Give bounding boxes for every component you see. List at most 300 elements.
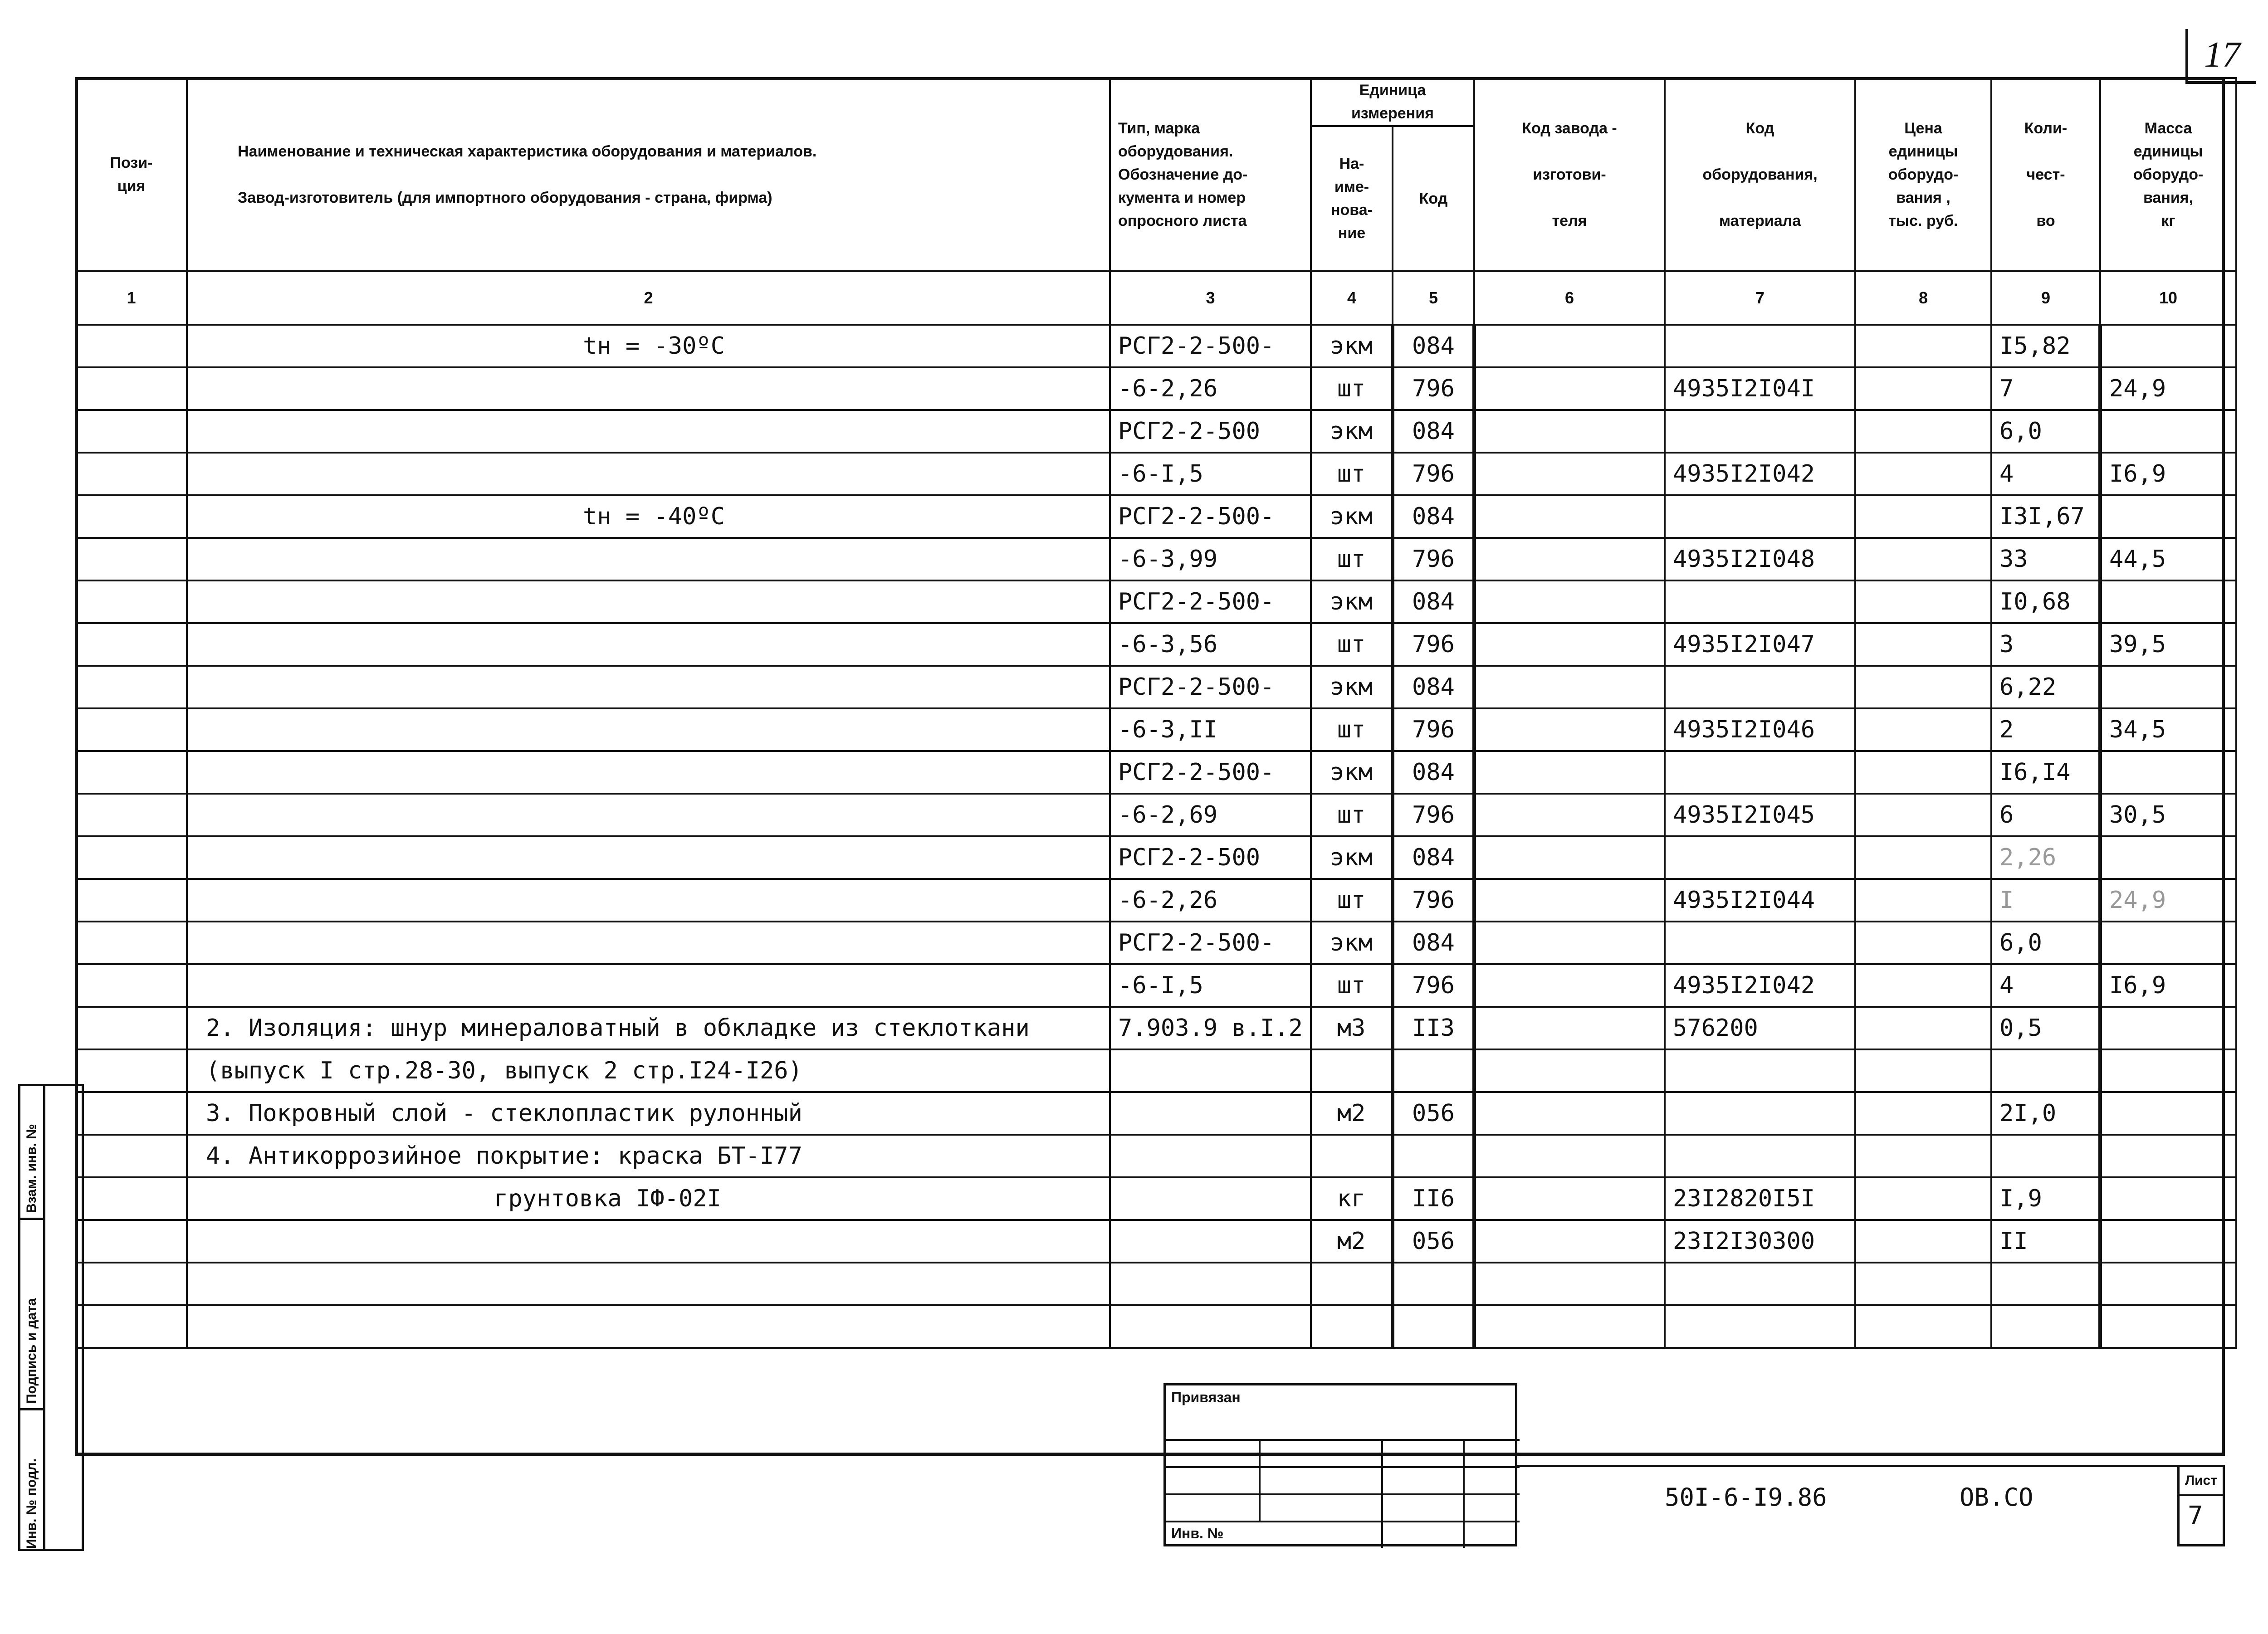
table-cell [76, 538, 187, 580]
table-cell: 576200 [1665, 1007, 1855, 1049]
table-cell: I3I,67 [1991, 495, 2100, 538]
table-cell [76, 922, 187, 964]
table-cell: I [1991, 879, 2100, 922]
table-cell [76, 879, 187, 922]
document-number: 50I-6-I9.86 [1665, 1483, 1827, 1512]
table-cell [2100, 922, 2236, 964]
table-cell [76, 836, 187, 879]
sheet-label: Лист [2180, 1467, 2223, 1496]
table-cell [1110, 1135, 1311, 1177]
header-unit-name: На- име- нова- ние [1311, 126, 1393, 271]
table-cell [187, 410, 1110, 453]
table-cell: II3 [1393, 1007, 1474, 1049]
table-cell [1474, 1092, 1665, 1135]
table-cell [1474, 325, 1665, 367]
col-number: 4 [1311, 271, 1393, 325]
table-cell: 24,9 [2100, 879, 2236, 922]
table-row [76, 325, 2236, 367]
header-mass: Масса единицы оборудо- вания, кг [2100, 78, 2236, 271]
table-cell [1665, 1305, 1855, 1348]
table-cell [187, 1263, 1110, 1305]
table-cell [2100, 666, 2236, 708]
table-cell: 4 [1991, 453, 2100, 495]
side-stamp [18, 1084, 84, 1551]
table-cell: м2 [1311, 1092, 1393, 1135]
table-cell: tн = -30ºC [187, 325, 1110, 367]
stamp-rule [1166, 1493, 1520, 1495]
table-cell: 3. Покровный слой - стеклопластик рулонный [187, 1092, 1110, 1135]
table-cell: -6-2,26 [1110, 367, 1311, 410]
header-unit-code: Код [1393, 126, 1474, 271]
table-cell [187, 708, 1110, 751]
table-cell: м3 [1311, 1007, 1393, 1049]
table-row [76, 495, 2236, 538]
table-cell [76, 367, 187, 410]
table-cell: 4 [1991, 964, 2100, 1007]
table-cell: экм [1311, 922, 1393, 964]
table-cell [1855, 495, 1991, 538]
table-cell [187, 794, 1110, 836]
side-stamp-rule [20, 1408, 45, 1410]
table-cell: 056 [1393, 1220, 1474, 1263]
sheet-number: 7 [2188, 1501, 2203, 1531]
table-cell [1855, 1135, 1991, 1177]
table-cell: РСГ2-2-500- [1110, 666, 1311, 708]
table-cell [1474, 1049, 1665, 1092]
table-cell: 4935I2I047 [1665, 623, 1855, 666]
table-cell [1311, 1305, 1393, 1348]
col-number: 10 [2100, 271, 2236, 325]
table-cell [76, 964, 187, 1007]
table-row [76, 964, 2236, 1007]
table-cell: шт [1311, 879, 1393, 922]
table-cell: I0,68 [1991, 580, 2100, 623]
table-cell: 056 [1393, 1092, 1474, 1135]
table-cell [1665, 1092, 1855, 1135]
table-cell [1474, 410, 1665, 453]
table-row [76, 1007, 2236, 1049]
table-cell [1474, 453, 1665, 495]
table-cell [1665, 495, 1855, 538]
table-cell: I6,I4 [1991, 751, 2100, 794]
table-cell [1991, 1135, 2100, 1177]
side-label-signature: Подпись и дата [24, 1298, 39, 1404]
table-cell [187, 580, 1110, 623]
table-cell [1855, 367, 1991, 410]
table-cell: 084 [1393, 325, 1474, 367]
table-cell [2100, 580, 2236, 623]
table-cell: 796 [1393, 538, 1474, 580]
table-cell [76, 666, 187, 708]
stamp-rule [1166, 1439, 1520, 1441]
table-cell: 4935I2I042 [1665, 964, 1855, 1007]
table-cell: 23I2I30300 [1665, 1220, 1855, 1263]
table-cell [1665, 922, 1855, 964]
table-cell [2100, 751, 2236, 794]
table-row [76, 1177, 2236, 1220]
table-cell: -6-3,56 [1110, 623, 1311, 666]
table-body [76, 325, 2236, 1348]
document-mark: ОВ.СО [1960, 1483, 2033, 1512]
table-cell [2100, 1135, 2236, 1177]
table-cell [2100, 1263, 2236, 1305]
header-quantity: Коли- чест- во [1991, 78, 2100, 271]
table-row [76, 1220, 2236, 1263]
table-cell [76, 1263, 187, 1305]
table-cell [1855, 1263, 1991, 1305]
table-cell [1665, 580, 1855, 623]
table-cell [187, 623, 1110, 666]
table-cell: экм [1311, 495, 1393, 538]
table-cell: 4935I2I046 [1665, 708, 1855, 751]
sheet-box [2177, 1465, 2225, 1546]
table-cell: 2. Изоляция: шнур минераловатный в обкладке из стеклоткани [187, 1007, 1110, 1049]
table-cell: 084 [1393, 580, 1474, 623]
table-cell: РСГ2-2-500 [1110, 410, 1311, 453]
table-cell [187, 964, 1110, 1007]
table-cell: 4935I2I044 [1665, 879, 1855, 922]
stamp-rule [1381, 1439, 1383, 1548]
table-cell [1393, 1263, 1474, 1305]
table-cell [1991, 1305, 2100, 1348]
table-cell: РСГ2-2-500- [1110, 495, 1311, 538]
table-cell [1665, 1049, 1855, 1092]
table-row [76, 1263, 2236, 1305]
bound-label: Привязан [1171, 1389, 1241, 1405]
table-cell [1474, 836, 1665, 879]
table-cell: 4935I2I048 [1665, 538, 1855, 580]
table-cell: 2,26 [1991, 836, 2100, 879]
table-cell [1855, 410, 1991, 453]
table-cell: 0,5 [1991, 1007, 2100, 1049]
table-cell: II [1991, 1220, 2100, 1263]
table-cell: 30,5 [2100, 794, 2236, 836]
table-cell [1110, 1049, 1311, 1092]
table-cell [76, 1135, 187, 1177]
table-cell: 24,9 [2100, 367, 2236, 410]
table-cell [187, 836, 1110, 879]
table-cell [1311, 1263, 1393, 1305]
table-cell: I,9 [1991, 1177, 2100, 1220]
table-cell: шт [1311, 367, 1393, 410]
table-cell: экм [1311, 836, 1393, 879]
table-row [76, 708, 2236, 751]
table-cell [187, 538, 1110, 580]
table-cell: шт [1311, 453, 1393, 495]
table-cell [76, 580, 187, 623]
table-cell: 4935I2I045 [1665, 794, 1855, 836]
table-cell: шт [1311, 538, 1393, 580]
table-cell: -6-2,26 [1110, 879, 1311, 922]
table-row [76, 794, 2236, 836]
table-cell: 4935I2I04I [1665, 367, 1855, 410]
table-cell [1474, 538, 1665, 580]
stamp-rule [1166, 1466, 1520, 1468]
table-cell [1991, 1049, 2100, 1092]
col-number: 8 [1855, 271, 1991, 325]
col-number: 3 [1110, 271, 1311, 325]
table-cell: шт [1311, 708, 1393, 751]
table-cell: РСГ2-2-500 [1110, 836, 1311, 879]
side-label-replace: Взам. инв. № [24, 1124, 39, 1213]
table-cell: 4935I2I042 [1665, 453, 1855, 495]
table-cell: (выпуск I стр.28-30, выпуск 2 стр.I24-I26) [187, 1049, 1110, 1092]
table-cell: 084 [1393, 410, 1474, 453]
table-cell: 796 [1393, 453, 1474, 495]
table-cell [1855, 325, 1991, 367]
table-cell [1855, 836, 1991, 879]
table-row [76, 623, 2236, 666]
table-cell [1110, 1220, 1311, 1263]
binding-stamp [1163, 1383, 1517, 1546]
header-name: Наименование и техническая характеристика оборудования и материалов. Завод-изготовитель (для импортного оборудования - страна, фирма) [187, 78, 1110, 271]
table-header [76, 78, 2236, 325]
table-cell [1665, 410, 1855, 453]
table-cell [1855, 1007, 1991, 1049]
page-number: 17 [2185, 29, 2256, 84]
table-cell [76, 1177, 187, 1220]
table-cell [2100, 1049, 2236, 1092]
table-cell [1665, 1263, 1855, 1305]
table-cell: 7.903.9 в.I.2 [1110, 1007, 1311, 1049]
table-cell: экм [1311, 751, 1393, 794]
table-row [76, 538, 2236, 580]
table-cell [187, 666, 1110, 708]
table-cell [1855, 1305, 1991, 1348]
table-cell [1855, 751, 1991, 794]
table-cell [1393, 1049, 1474, 1092]
table-cell [1393, 1135, 1474, 1177]
table-cell [1474, 922, 1665, 964]
table-row [76, 367, 2236, 410]
stamp-rule [1166, 1521, 1520, 1522]
table-cell: 084 [1393, 666, 1474, 708]
table-cell [1474, 751, 1665, 794]
table-cell [76, 751, 187, 794]
table-cell: 44,5 [2100, 538, 2236, 580]
table-cell [187, 1305, 1110, 1348]
table-cell [76, 1092, 187, 1135]
table-cell [1393, 1305, 1474, 1348]
table-row [76, 410, 2236, 453]
table-cell [76, 453, 187, 495]
table-cell [1110, 1263, 1311, 1305]
table-cell [187, 1220, 1110, 1263]
table-cell: 2 [1991, 708, 2100, 751]
header-type: Тип, марка оборудования. Обозначение до- кумента и номер опросного листа [1110, 78, 1311, 271]
table-cell [1665, 325, 1855, 367]
table-cell: -6-3,99 [1110, 538, 1311, 580]
table-cell [1855, 964, 1991, 1007]
table-cell [187, 367, 1110, 410]
table-cell [1110, 1305, 1311, 1348]
table-cell: I5,82 [1991, 325, 2100, 367]
table-row [76, 879, 2236, 922]
table-cell [1110, 1177, 1311, 1220]
table-cell [76, 1220, 187, 1263]
table-cell [187, 922, 1110, 964]
table-cell [1855, 794, 1991, 836]
table-cell [1474, 495, 1665, 538]
table-cell: шт [1311, 623, 1393, 666]
table-cell [1474, 666, 1665, 708]
table-cell [1855, 1220, 1991, 1263]
table-cell [1855, 453, 1991, 495]
table-cell [1474, 367, 1665, 410]
table-cell: РСГ2-2-500- [1110, 751, 1311, 794]
table-cell: РСГ2-2-500- [1110, 922, 1311, 964]
table-cell [76, 495, 187, 538]
table-cell: экм [1311, 580, 1393, 623]
header-unit: Единица измерения [1311, 78, 1474, 126]
table-cell [1665, 836, 1855, 879]
side-stamp-divider [43, 1086, 45, 1549]
table-cell [2100, 1007, 2236, 1049]
table-cell: 796 [1393, 794, 1474, 836]
specification-table [75, 77, 2237, 1349]
table-cell [2100, 1092, 2236, 1135]
table-cell: РСГ2-2-500- [1110, 325, 1311, 367]
table-cell: 2I,0 [1991, 1092, 2100, 1135]
table-cell [76, 1305, 187, 1348]
header-position: Пози- ция [76, 78, 187, 271]
stamp-rule [1463, 1439, 1465, 1548]
table-cell [1855, 1177, 1991, 1220]
table-cell: -6-I,5 [1110, 453, 1311, 495]
header-price: Цена единицы оборудо- вания , тыс. руб. [1855, 78, 1991, 271]
side-label-inventory: Инв. № подл. [24, 1458, 39, 1549]
table-cell: -6-2,69 [1110, 794, 1311, 836]
table-row [76, 1135, 2236, 1177]
col-number: 5 [1393, 271, 1474, 325]
table-cell: 39,5 [2100, 623, 2236, 666]
table-cell: 084 [1393, 836, 1474, 879]
table-cell [1855, 580, 1991, 623]
table-cell [2100, 1220, 2236, 1263]
table-cell: 796 [1393, 879, 1474, 922]
table-cell: -6-I,5 [1110, 964, 1311, 1007]
table-cell [187, 453, 1110, 495]
table-row [76, 751, 2236, 794]
table-cell: 23I2820I5I [1665, 1177, 1855, 1220]
table-cell [2100, 495, 2236, 538]
table-cell [1474, 1263, 1665, 1305]
table-cell [2100, 1305, 2236, 1348]
table-cell [1855, 708, 1991, 751]
table-cell [1474, 623, 1665, 666]
table-cell [1474, 1007, 1665, 1049]
inventory-label: Инв. № [1171, 1525, 1224, 1541]
table-cell [76, 1007, 187, 1049]
table-cell [1855, 538, 1991, 580]
table-cell: I6,9 [2100, 964, 2236, 1007]
table-row [76, 1049, 2236, 1092]
table-cell [1311, 1049, 1393, 1092]
table-cell: 7 [1991, 367, 2100, 410]
table-row [76, 453, 2236, 495]
table-cell [76, 623, 187, 666]
table-cell: экм [1311, 325, 1393, 367]
table-row [76, 1305, 2236, 1348]
table-cell: 6,0 [1991, 410, 2100, 453]
table-cell: 084 [1393, 922, 1474, 964]
table-cell: 6,22 [1991, 666, 2100, 708]
table-cell [1855, 922, 1991, 964]
side-stamp-rule [20, 1218, 45, 1220]
table-cell [1474, 794, 1665, 836]
table-cell [76, 410, 187, 453]
table-cell [1474, 879, 1665, 922]
table-cell: РСГ2-2-500- [1110, 580, 1311, 623]
table-cell: I6,9 [2100, 453, 2236, 495]
table-cell [1855, 1092, 1991, 1135]
col-number: 1 [76, 271, 187, 325]
table-cell: 6,0 [1991, 922, 2100, 964]
col-number: 9 [1991, 271, 2100, 325]
table-cell: 796 [1393, 367, 1474, 410]
table-cell: 34,5 [2100, 708, 2236, 751]
col-number: 6 [1474, 271, 1665, 325]
title-block-rule [1517, 1465, 2225, 1467]
table-cell [1855, 623, 1991, 666]
table-cell: 796 [1393, 623, 1474, 666]
table-cell: 4. Антикоррозийное покрытие: краска БТ-I77 [187, 1135, 1110, 1177]
table-cell: шт [1311, 794, 1393, 836]
table-cell [1474, 964, 1665, 1007]
stamp-rule [1259, 1439, 1261, 1521]
table-cell [1474, 1305, 1665, 1348]
col-number: 7 [1665, 271, 1855, 325]
table-cell: 084 [1393, 751, 1474, 794]
table-cell [1474, 708, 1665, 751]
table-cell [2100, 325, 2236, 367]
table-cell [1474, 580, 1665, 623]
table-row [76, 836, 2236, 879]
table-cell [1665, 751, 1855, 794]
table-row [76, 922, 2236, 964]
table-cell: 796 [1393, 708, 1474, 751]
table-cell [1665, 1135, 1855, 1177]
table-cell: tн = -40ºC [187, 495, 1110, 538]
table-cell [1474, 1135, 1665, 1177]
table-cell [1665, 666, 1855, 708]
table-cell [1311, 1135, 1393, 1177]
table-cell [2100, 1177, 2236, 1220]
table-cell [1991, 1263, 2100, 1305]
table-cell: 796 [1393, 964, 1474, 1007]
table-cell: шт [1311, 964, 1393, 1007]
header-material-code: Код оборудования, материала [1665, 78, 1855, 271]
table-cell: -6-3,II [1110, 708, 1311, 751]
table-cell [76, 1049, 187, 1092]
table-cell [1474, 1177, 1665, 1220]
table-cell [1855, 879, 1991, 922]
col-number: 2 [187, 271, 1110, 325]
table-cell: 3 [1991, 623, 2100, 666]
table-cell: экм [1311, 410, 1393, 453]
table-cell: грунтовка IФ-02I [187, 1177, 1110, 1220]
table-cell: экм [1311, 666, 1393, 708]
table-cell: м2 [1311, 1220, 1393, 1263]
header-plant-code: Код завода - изготови- теля [1474, 78, 1665, 271]
table-row [76, 666, 2236, 708]
table-cell [187, 879, 1110, 922]
table-cell [187, 751, 1110, 794]
table-cell [1855, 666, 1991, 708]
table-row [76, 1092, 2236, 1135]
table-cell: 33 [1991, 538, 2100, 580]
table-row [76, 580, 2236, 623]
